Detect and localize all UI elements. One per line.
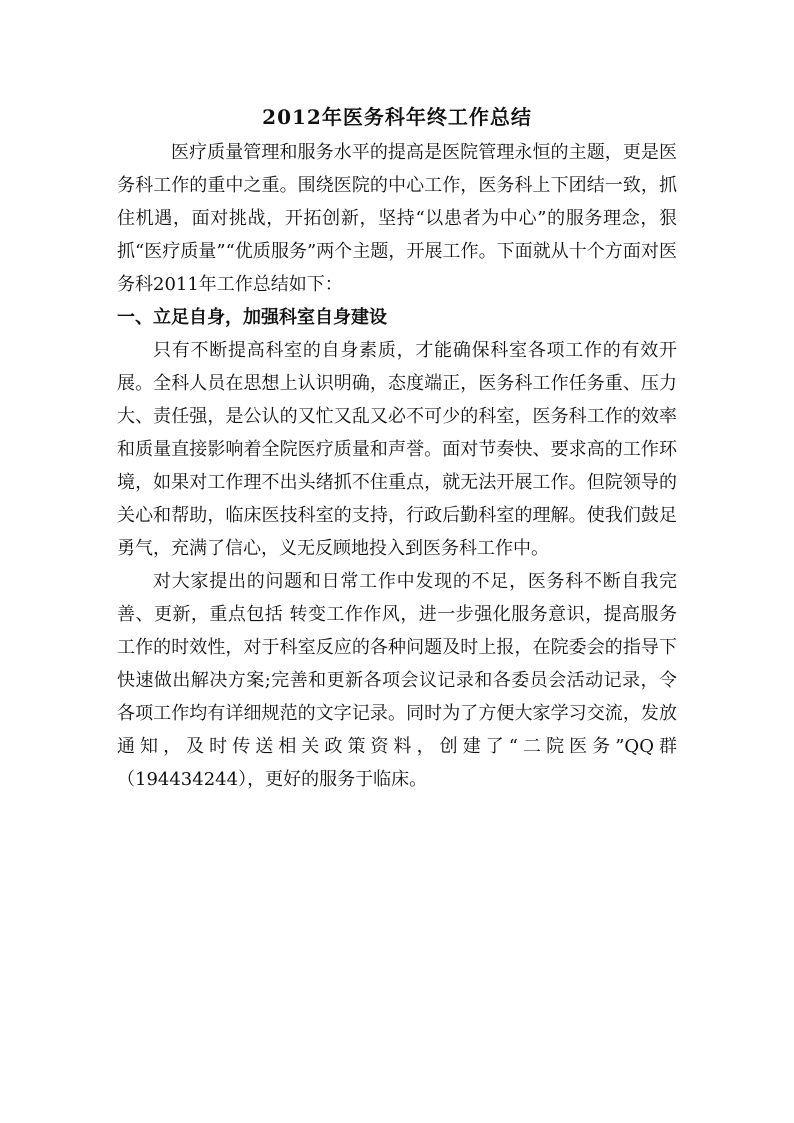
- document-body: [117, 100, 677, 796]
- section-heading: 一、立足自身，加强科室自身建设: [117, 307, 387, 328]
- section-paragraph: 只有不断提高科室的自身素质，才能确保科室各项工作的有效开展。全科人员在思想上认识明确，态度端正，医务科工作任务重、压力大、责任强，是公认的又忙又乱又必不可少的科室，医务科工作的效率和质量直接影响着全院医疗质量和声誉。面对节奏快、要求高的工作环境，如果对工作理不出头绪抓不住重点，就无法开展工作。但院领导的关心和帮助，临床医技科室的支持，行政后勤科室的理解。使我们鼓足勇气，充满了信心，义无反顾地投入到医务科工作中。: [117, 340, 677, 559]
- section-paragraph: 对大家提出的问题和日常工作中发现的不足，医务科不断自我完善、更新，重点包括 转变工作作风，进一步强化服务意识，提高服务工作的时效性，对于科室反应的各种问题及时上报，在院委会的指导下快速做出解决方案;完善和更新各项会议记录和各委员会活动记录，令各项工作均有详细规范的文字记录。同时为了方便大家学习交流，发放通知，及时传送相关政策资料，创建了“二院医务”QQ群（194434244），更好的服务于临床。: [117, 571, 677, 790]
- document-title: 2012年医务科年终工作总结: [262, 105, 532, 129]
- intro-paragraph: 医疗质量管理和服务水平的提高是医院管理永恒的主题，更是医务科工作的重中之重。围绕医院的中心工作，医务科上下团结一致，抓住机遇，面对挑战，开拓创新，坚持“以患者为中心”的服务理念，狠抓“医疗质量”“优质服务”两个主题，开展工作。下面就从十个方面对医务科2011年工作总结如下：: [117, 142, 677, 295]
